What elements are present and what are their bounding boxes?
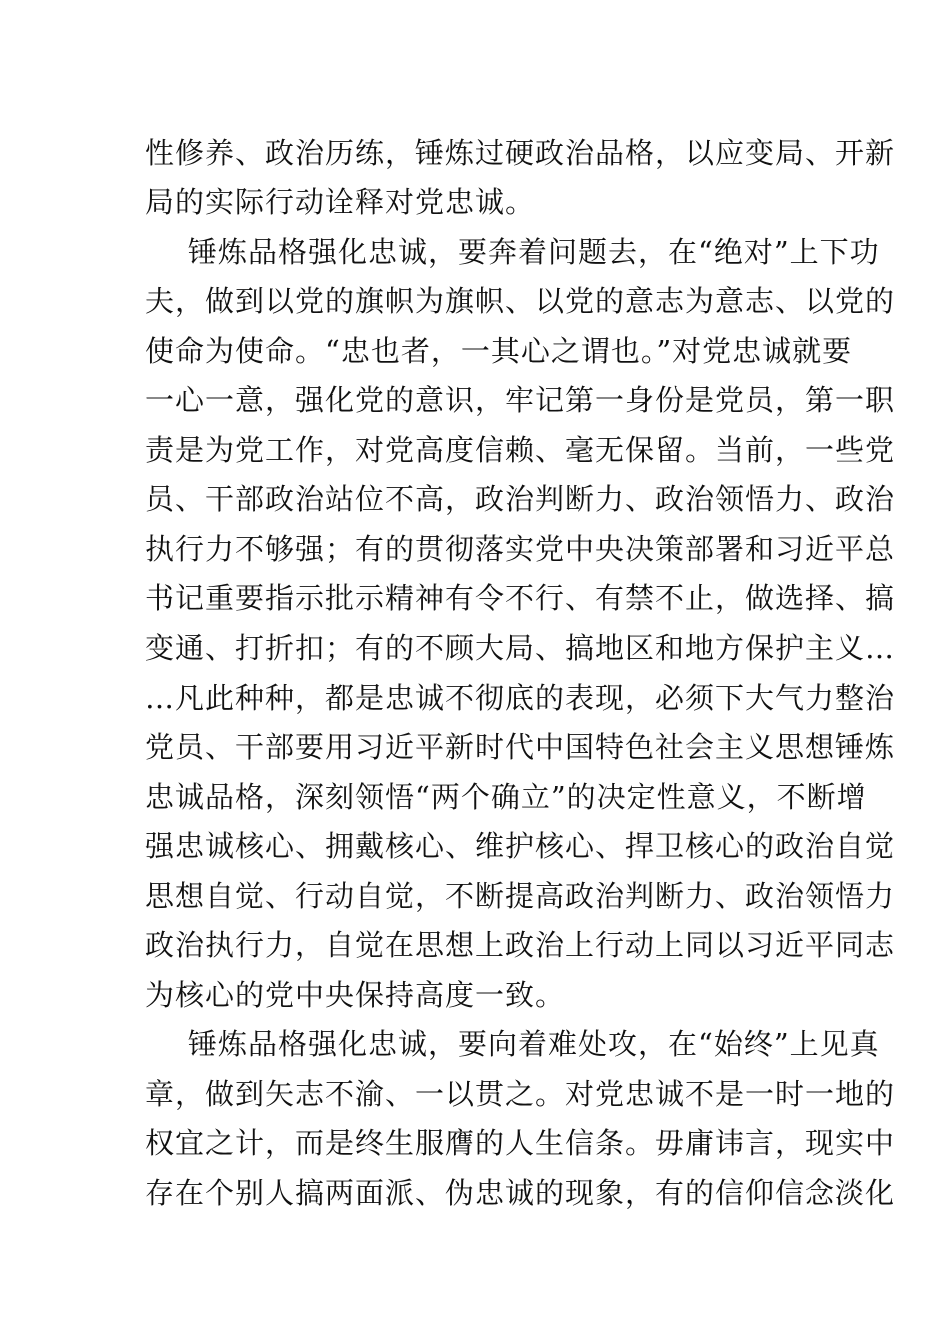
- paragraph-start-line: 锤炼品格强化忠诚，要奔着问题去，在“绝对”上下功: [188, 235, 880, 269]
- text-line: 变通、打折扣；有的不顾大局、搞地区和地方保护主义…: [145, 631, 896, 665]
- text-line: 一心一意，强化党的意识，牢记第一身份是党员，第一职: [145, 383, 896, 417]
- text-line: 政治执行力，自觉在思想上政治上行动上同以习近平同志: [145, 928, 896, 962]
- text-line: 执行力不够强；有的贯彻落实党中央决策部署和习近平总: [145, 532, 896, 566]
- text-line: 章，做到矢志不渝、一以贯之。对党忠诚不是一时一地的: [145, 1077, 896, 1111]
- text-line: 忠诚品格，深刻领悟“两个确立”的决定性意义，不断增: [145, 780, 867, 814]
- text-line: 员、干部政治站位不高，政治判断力、政治领悟力、政治: [145, 482, 896, 516]
- text-line: …凡此种种，都是忠诚不彻底的表现，必须下大气力整治: [145, 681, 896, 715]
- text-line: 党员、干部要用习近平新时代中国特色社会主义思想锤炼: [145, 730, 896, 764]
- text-line: 性修养、政治历练，锤炼过硬政治品格，以应变局、开新: [145, 136, 896, 170]
- text-line: 权宜之计，而是终生服膺的人生信条。毋庸讳言，现实中: [145, 1126, 896, 1160]
- text-line: 思想自觉、行动自觉，不断提高政治判断力、政治领悟力: [145, 879, 896, 913]
- text-line: 夫，做到以党的旗帜为旗帜、以党的意志为意志、以党的: [145, 284, 896, 318]
- paragraph-start-line: 锤炼品格强化忠诚，要向着难处攻，在“始终”上见真: [188, 1027, 880, 1061]
- text-line: 强忠诚核心、拥戴核心、维护核心、捍卫核心的政治自觉: [145, 829, 896, 863]
- text-line: 责是为党工作，对党高度信赖、毫无保留。当前，一些党: [145, 433, 896, 467]
- text-line: 局的实际行动诠释对党忠诚。: [145, 185, 536, 219]
- text-line: 存在个别人搞两面派、伪忠诚的现象，有的信仰信念淡化: [145, 1176, 896, 1210]
- text-line: 为核心的党中央保持高度一致。: [145, 978, 566, 1012]
- text-line: 书记重要指示批示精神有令不行、有禁不止，做选择、搞: [145, 581, 896, 615]
- text-line: 使命为使命。“忠也者，一其心之谓也。”对党忠诚就要: [145, 334, 853, 368]
